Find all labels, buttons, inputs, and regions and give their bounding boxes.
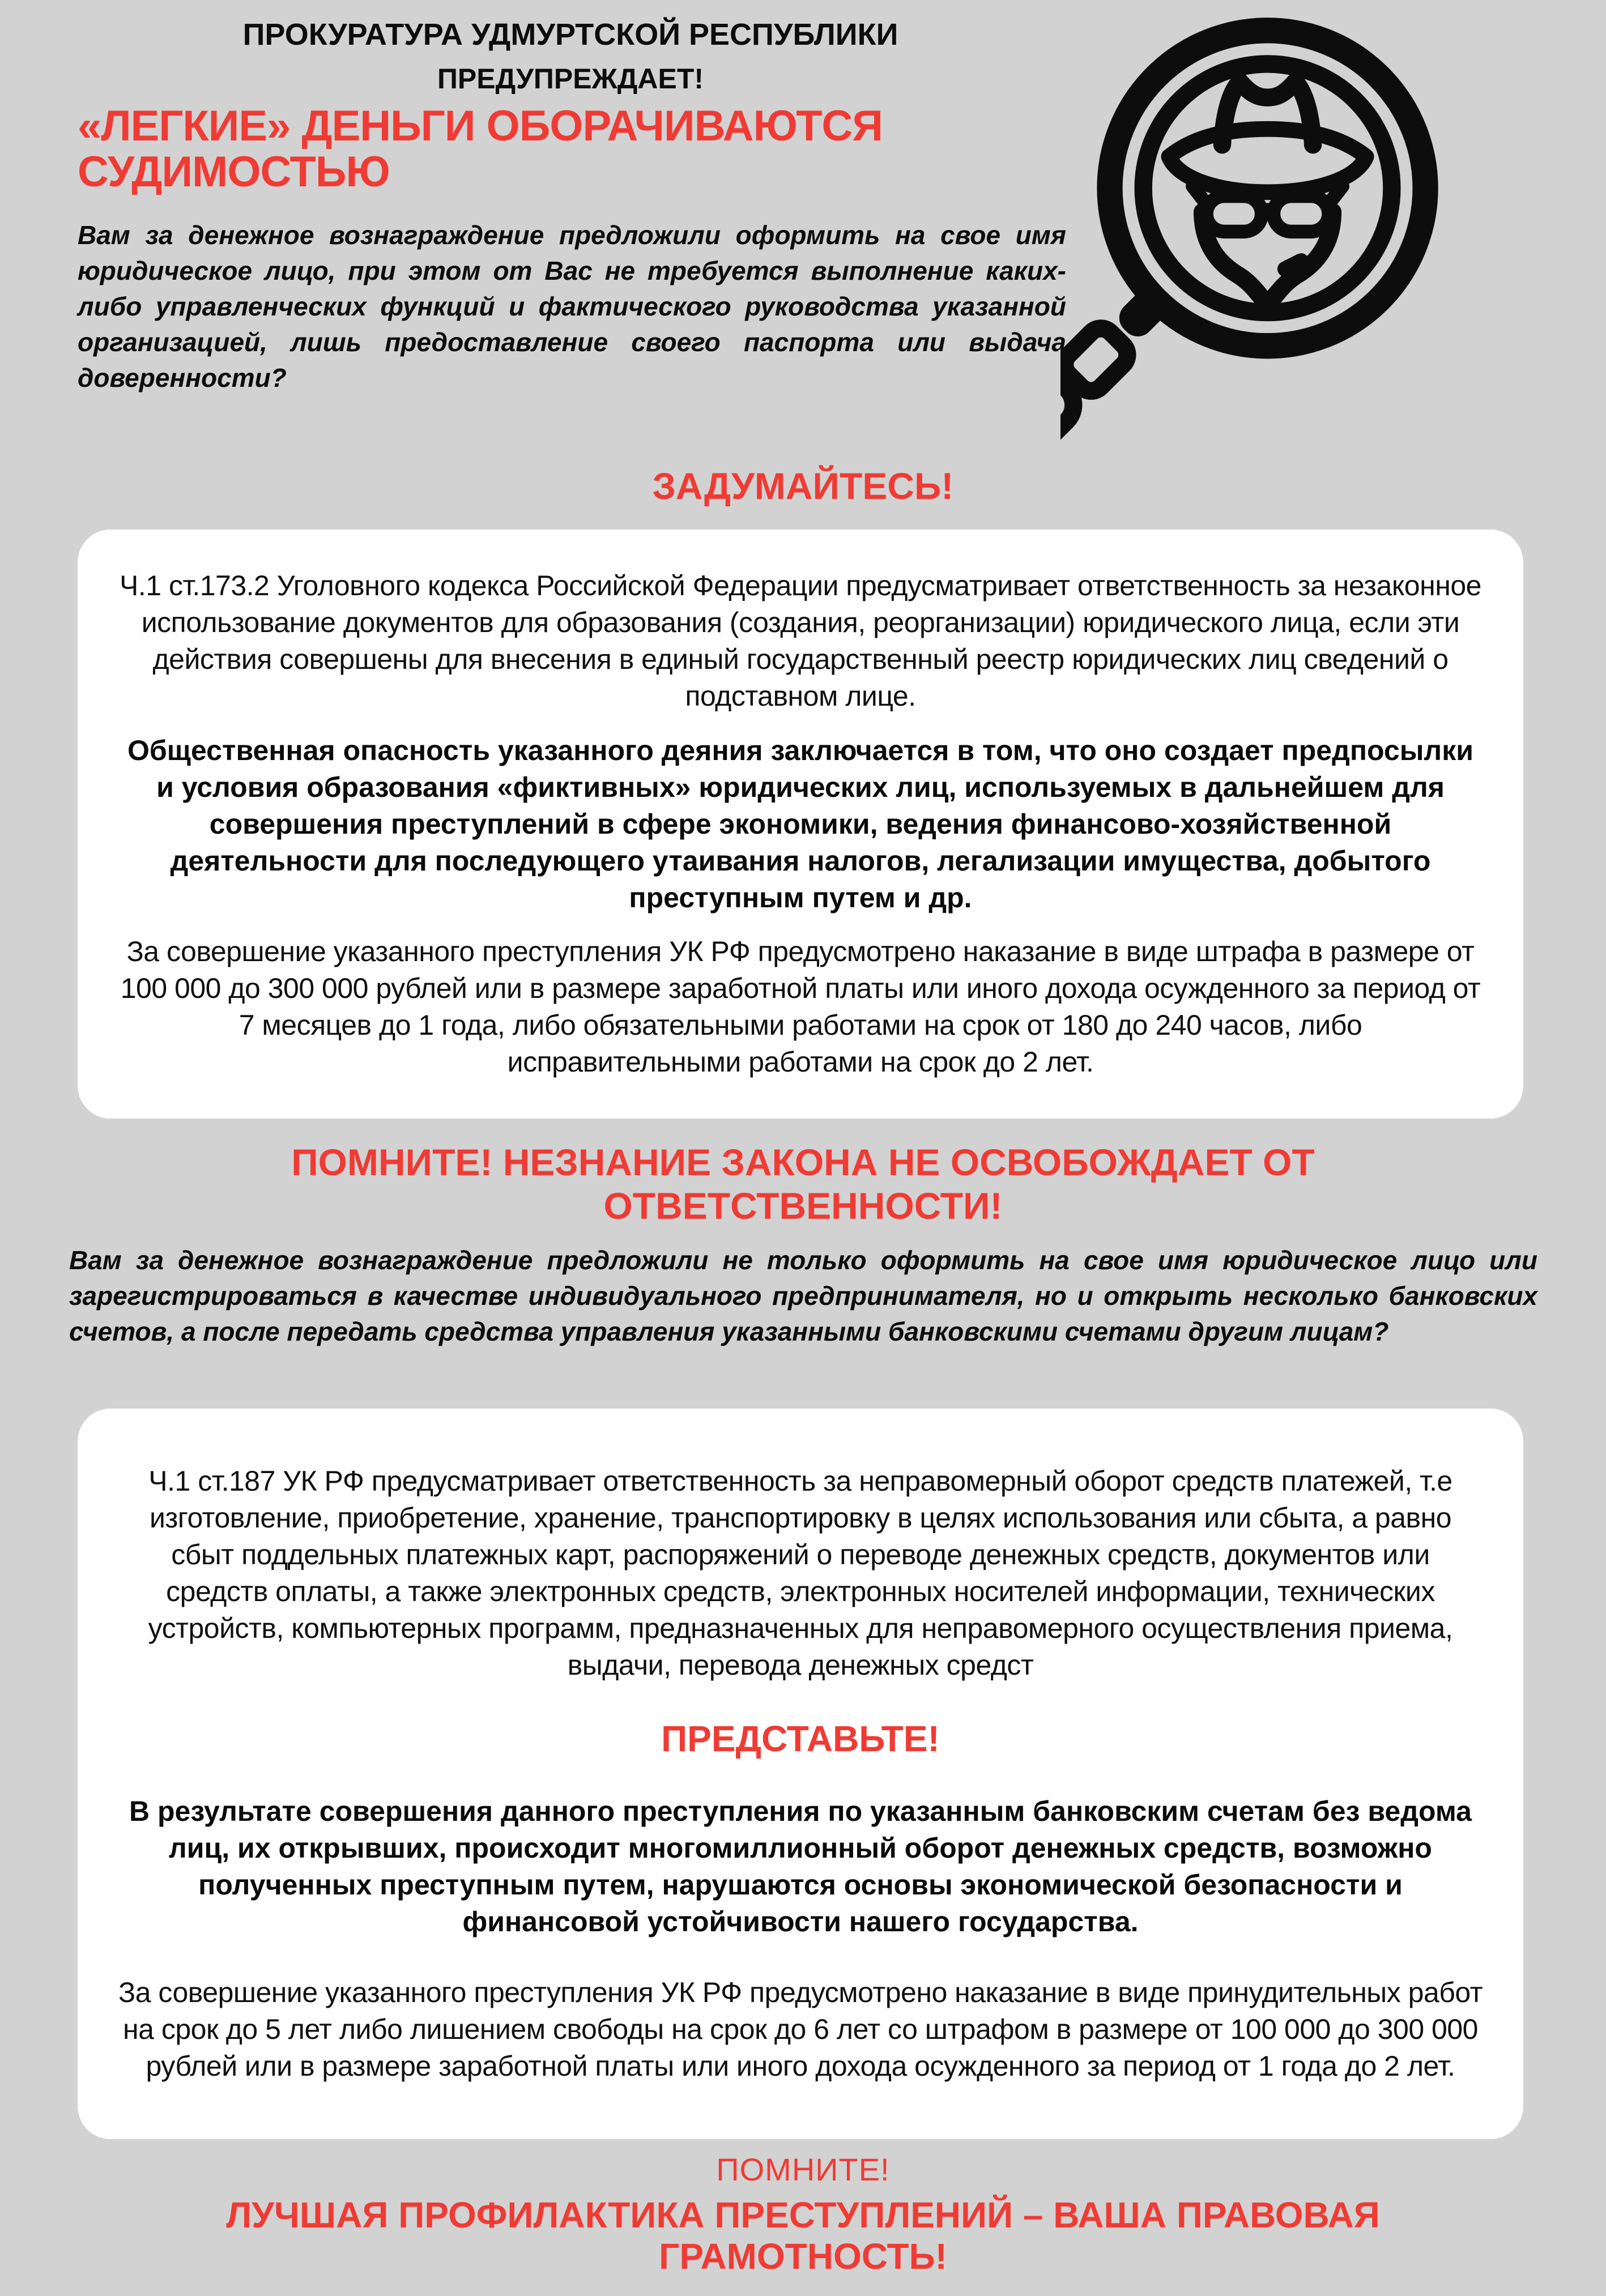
law-173-danger: Общественная опасность указанного деяния заключается в том, что оно создает предпосылки и условия образования «фиктивных» юридических лиц, используемых в дальнейшем для совершения преступлений в сфере экономики, ведения финансово-хозяйственной деятельности для последующего утаивания налогов, легализации имущества, добытого преступным путем и др. [127, 734, 1473, 914]
imagine-heading: ПРЕДСТАВЬТЕ! [661, 1718, 940, 1759]
spy-in-magnifier-icon [1060, 7, 1593, 539]
law-187-consequences: В результате совершения данного преступления по указанным банковским счетам без ведома лиц, их открывших, происходит многомиллионный оборот денежных средств, возможно полученных преступным путем, нарушаются основы экономической безопасности и финансовой устойчивости нашего государства. [129, 1795, 1472, 1938]
section2-heading-line2: ОТВЕТСТВЕННОСТИ! [603, 1184, 1003, 1227]
section2-heading [0, 1141, 1606, 1227]
main-headline-line2: СУДИМОСТЬЮ [78, 148, 390, 197]
org-header [78, 17, 1063, 95]
footer-note: ПОМНИТЕ! [716, 2152, 890, 2187]
law-187-punishment: За совершение указанного преступления УК РФ предусмотрено наказание в виде принудительных работ на срок до 5 лет либо лишением свободы на срок до 6 лет со штрафом в размере от 100 000 до 300 000 рублей или в размере заработной платы или иного дохода осужденного за период от 1 года до 2 лет. [118, 1977, 1483, 2082]
footer-slogan-line1: ЛУЧШАЯ ПРОФИЛАКТИКА ПРЕСТУПЛЕНИЙ – ВАША ПРАВОВАЯ [226, 2195, 1380, 2235]
org-title: ПРОКУРАТУРА УДМУРТСКОЙ РЕСПУБЛИКИ [242, 18, 898, 52]
law-173-punishment: За совершение указанного преступления УК РФ предусмотрено наказание в виде штрафа в размере от 100 000 до 300 000 рублей или в размере заработной платы или иного дохода осужденного за период от 7 месяцев до 1 года, либо обязательными работами на срок от 180 до 240 часов, либо исправительными работами на срок до 2 лет. [120, 936, 1481, 1078]
second-question: Вам за денежное вознаграждение предложили не только оформить на свое имя юридическое лицо или зарегистрироваться в качестве индивидуального предпринимателя, но и открыть несколько банковских счетов, а после передать средства управления указанными банковскими счетами другим лицам? [69, 1245, 1537, 1347]
org-subtitle: ПРЕДУПРЕЖДАЕТ! [437, 63, 704, 95]
footer-slogan-line2: ГРАМОТНОСТЬ! [659, 2235, 947, 2277]
intro-question: Вам за денежное вознаграждение предложили оформить на свое имя юридическое лицо, при этом от Вас не требуется выполнение каких-либо управленческих функций и фактического руководства указанной организацией, лишь предоставление своего паспорта или выдача доверенности? [78, 220, 1066, 393]
section1-heading: ЗАДУМАЙТЕСЬ! [652, 465, 954, 507]
law-173-definition: Ч.1 ст.173.2 Уголовного кодекса Российской Федерации предусматривает ответственность за незаконное использование документов для образования (создания, реорганизации) юридического лица, если эти действия совершены для внесения в единый государственный реестр юридических лиц сведений о подставном лице. [120, 569, 1481, 712]
law-187-definition: Ч.1 ст.187 УК РФ предусматривает ответственность за неправомерный оборот средств платежей, т.е изготовление, приобретение, хранение, транспортировку в целях использования или сбыта, а равно сбыт поддельных платежных карт, распоряжений о переводе денежных средств, документов или средств оплаты, а также электронных средств, электронных носителей информации, технических устройств, компьютерных программ, предназначенных для неправомерного осуществления приема, выдачи, перевода денежных средст [148, 1465, 1453, 1681]
footer-slogan [0, 2195, 1606, 2277]
section2-heading-line1: ПОМНИТЕ! НЕЗНАНИЕ ЗАКОНА НЕ ОСВОБОЖДАЕТ ОТ [291, 1141, 1315, 1183]
main-headline [78, 103, 1052, 195]
law-box-187 [78, 1409, 1523, 2139]
main-headline-line1: «ЛЕГКИЕ» ДЕНЬГИ ОБОРАЧИВАЮТСЯ [78, 102, 883, 150]
law-box-173 [78, 530, 1523, 1119]
footer [0, 2151, 1606, 2277]
